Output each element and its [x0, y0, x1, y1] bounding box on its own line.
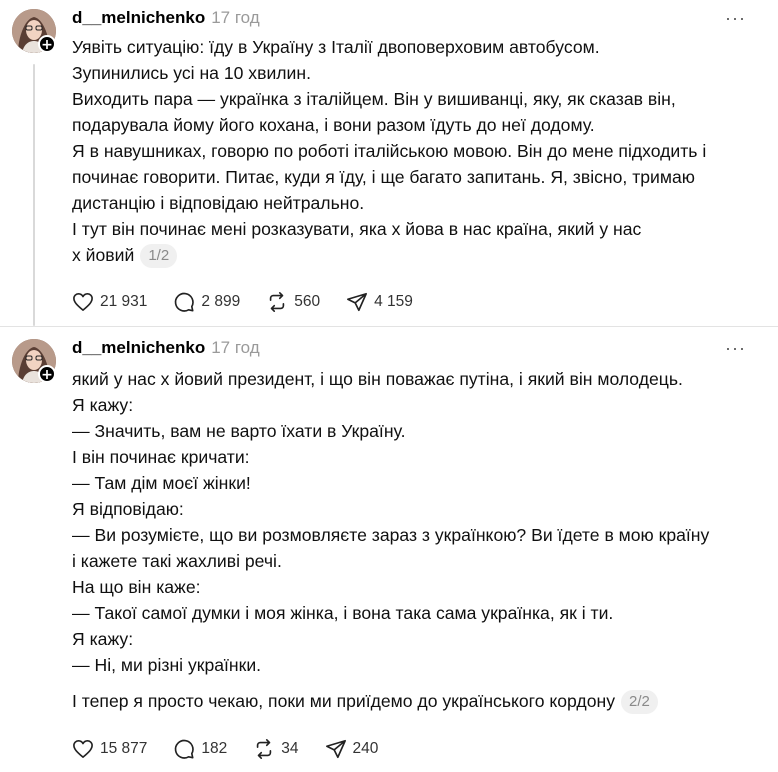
repost-button[interactable] [266, 291, 320, 313]
repost-count: 34 [281, 740, 299, 757]
post-text [72, 34, 762, 268]
page-badge: 2/2 [621, 690, 658, 714]
heart-icon [72, 292, 94, 312]
heart-icon [72, 739, 94, 759]
comment-count: 2 899 [201, 293, 241, 310]
avatar[interactable] [12, 339, 56, 383]
post-divider [0, 326, 778, 327]
text-line: Я відповідаю: [72, 499, 184, 519]
text-line: Я кажу: [72, 395, 134, 415]
text-line: х йовий [72, 245, 135, 265]
share-count: 240 [352, 740, 379, 757]
text-line: — Значить, вам не варто їхати в Україну. [72, 421, 406, 441]
post-header [72, 337, 260, 359]
text-line: починає говорити. Питає, куди я їду, і ще багато запитань. Я, звісно, тримаю [72, 167, 695, 187]
follow-plus-icon[interactable]: + [38, 365, 56, 383]
text-line: — Там дім моєї жінки! [72, 473, 251, 493]
like-count: 15 877 [100, 740, 148, 757]
username[interactable]: d__melnichenko [72, 338, 206, 357]
text-line: — Такої самої думки і моя жінка, і вона така сама українка, як і ти. [72, 603, 614, 623]
follow-plus-icon[interactable]: + [38, 35, 56, 53]
text-line: Виходить пара — українка з італійцем. Він у вишиванці, яку, як сказав він, [72, 89, 676, 109]
post-text [72, 366, 762, 714]
username[interactable]: d__melnichenko [72, 8, 206, 27]
more-icon[interactable]: ··· [725, 8, 746, 28]
like-button[interactable] [72, 739, 147, 759]
text-line: — Ні, ми різні українки. [72, 655, 262, 675]
text-line: дистанцію і відповідаю нейтрально. [72, 193, 365, 213]
timestamp[interactable]: 17 год [211, 338, 260, 357]
like-count: 21 931 [100, 293, 148, 310]
text-line: Я в навушниках, говорю по роботі італійською мовою. Він до мене підходить і [72, 141, 707, 161]
send-icon [325, 738, 347, 760]
avatar[interactable] [12, 9, 56, 53]
repost-button[interactable] [253, 738, 298, 760]
comment-icon [173, 291, 195, 313]
action-bar [72, 737, 404, 761]
comment-count: 182 [201, 740, 228, 757]
share-button[interactable] [325, 738, 379, 760]
send-icon [346, 291, 368, 313]
comment-button[interactable] [173, 291, 240, 313]
share-count: 4 159 [374, 293, 413, 310]
like-button[interactable] [72, 292, 147, 312]
text-line-last [72, 242, 762, 268]
text-line: подарувала йому його кохана, і вони разом їдуть до неї додому. [72, 115, 595, 135]
repost-icon [253, 738, 275, 760]
text-line: І тут він починає мені розказувати, яка х йова в нас країна, який у нас [72, 219, 642, 239]
text-line: Я кажу: [72, 629, 134, 649]
text-line: І тепер я просто чекаю, поки ми приїдемо до українського кордону [72, 691, 616, 711]
share-button[interactable] [346, 291, 413, 313]
text-line [72, 678, 762, 688]
timestamp[interactable]: 17 год [211, 8, 260, 27]
page-badge: 1/2 [140, 244, 177, 268]
repost-count: 560 [294, 293, 321, 310]
text-line: І він починає кричати: [72, 447, 250, 467]
thread-line [33, 64, 35, 326]
text-line-last [72, 688, 762, 714]
text-line: і кажете такі жахливі речі. [72, 551, 282, 571]
text-line: Уявіть ситуацію: їду в Україну з Італії двоповерховим автобусом. [72, 37, 600, 57]
action-bar [72, 290, 439, 314]
comment-button[interactable] [173, 738, 227, 760]
text-line: На що він каже: [72, 577, 201, 597]
more-icon[interactable]: ··· [725, 338, 746, 358]
text-line: який у нас х йовий президент, і що він поважає путіна, і який він молодець. [72, 369, 683, 389]
repost-icon [266, 291, 288, 313]
comment-icon [173, 738, 195, 760]
text-line: Зупинились усі на 10 хвилин. [72, 63, 311, 83]
text-line: — Ви розумієте, що ви розмовляєте зараз з українкою? Ви їдете в мою країну [72, 525, 710, 545]
post-header [72, 7, 260, 29]
